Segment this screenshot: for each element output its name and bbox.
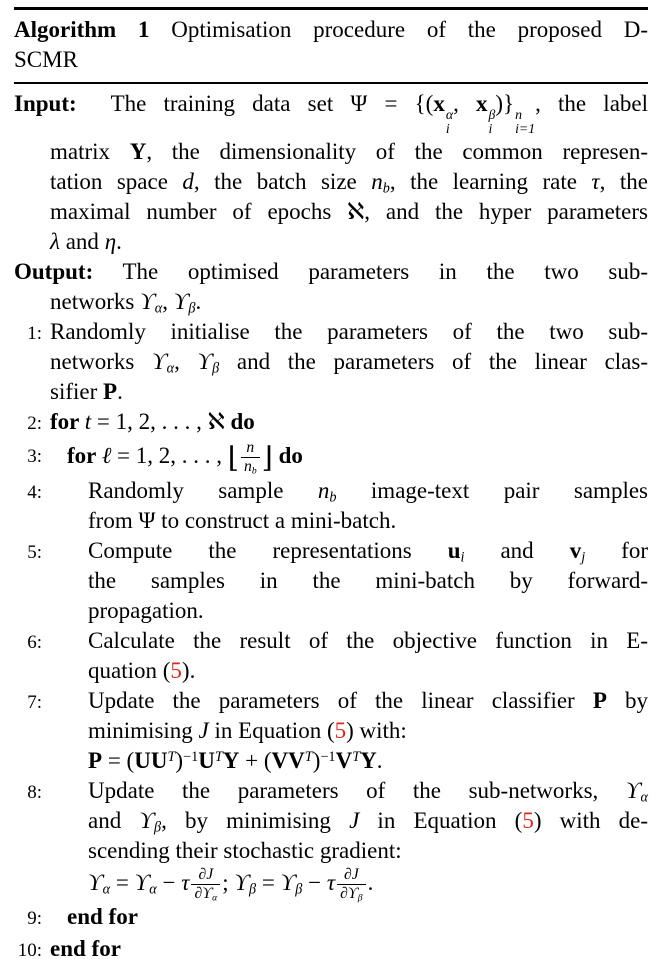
text-span: sifier bbox=[50, 378, 104, 404]
text-span: , bbox=[174, 348, 198, 374]
algo-step-1 bbox=[14, 317, 648, 407]
text-span: b bbox=[329, 489, 337, 506]
text-span: do bbox=[278, 442, 303, 468]
text-span: , bbox=[162, 288, 174, 314]
text-span: the samples in the mini-batch by forward- bbox=[88, 567, 648, 593]
text-span: V bbox=[335, 747, 353, 773]
text-span: β bbox=[212, 360, 220, 377]
text-span: β bbox=[154, 819, 162, 836]
text-span: ϒ bbox=[280, 869, 296, 895]
text-span: Output: bbox=[14, 258, 94, 284]
line-number: 1: bbox=[27, 322, 42, 344]
text-span: − bbox=[302, 869, 327, 895]
text-span: β bbox=[295, 880, 303, 897]
equation-ref-5[interactable]: 5 bbox=[522, 807, 534, 833]
text-span: ϒ bbox=[88, 869, 103, 895]
fraction-denominator bbox=[337, 885, 366, 903]
output-block-line bbox=[14, 257, 648, 287]
text-span: ⌋ bbox=[261, 441, 273, 474]
text-span: image-text pair samples bbox=[336, 477, 648, 503]
text-span: β bbox=[357, 891, 363, 903]
step-text bbox=[67, 439, 648, 476]
text-span: ϒ bbox=[625, 777, 641, 803]
step-line bbox=[67, 902, 648, 932]
text-span: J bbox=[349, 807, 360, 833]
text-span: Update the parameters of the sub-networks, bbox=[88, 777, 626, 803]
text-span: , the batch size bbox=[193, 168, 372, 194]
text-span: = bbox=[110, 869, 135, 895]
text-span: α bbox=[154, 300, 163, 317]
step-line bbox=[50, 347, 648, 377]
superscript: β bbox=[488, 106, 496, 122]
text-span: P bbox=[88, 747, 103, 773]
text-span: β bbox=[188, 300, 196, 317]
text-span: , the dimensionality of the common represen- bbox=[146, 138, 649, 164]
top-rule bbox=[14, 7, 648, 10]
line-number: 3: bbox=[27, 446, 42, 468]
text-span: α bbox=[640, 789, 648, 806]
input-block-line bbox=[50, 227, 648, 257]
text-span: for bbox=[585, 537, 648, 563]
text-span: scending their stochastic gradient: bbox=[88, 837, 402, 863]
text-span: Randomly initialise the parameters of the two sub- bbox=[50, 318, 648, 344]
text-span: ϒ bbox=[234, 869, 250, 895]
step-line bbox=[50, 377, 648, 407]
text-span: Y bbox=[222, 747, 240, 773]
text-span: J bbox=[198, 717, 209, 743]
text-span: b bbox=[251, 464, 257, 476]
line-number: 9: bbox=[27, 908, 42, 930]
text-span: τ bbox=[326, 869, 336, 895]
text-span: ϒ bbox=[139, 807, 154, 833]
text-span: v bbox=[569, 537, 582, 563]
step-line bbox=[67, 439, 648, 476]
text-span: Calculate the result of the objective function in E- bbox=[88, 627, 648, 653]
text-span: ϒ bbox=[140, 288, 155, 314]
line-number: 6: bbox=[27, 631, 42, 653]
step-line bbox=[88, 836, 648, 866]
step-line bbox=[50, 934, 648, 959]
text-span: by bbox=[606, 687, 649, 713]
fraction-denominator bbox=[241, 458, 260, 476]
step-text bbox=[88, 686, 648, 776]
text-span: P bbox=[592, 687, 607, 713]
text-span: ∂ bbox=[194, 884, 203, 902]
text-span: . bbox=[376, 747, 383, 773]
fraction-numerator bbox=[337, 866, 366, 885]
text-span: J bbox=[351, 865, 359, 883]
step-text bbox=[50, 407, 648, 437]
text-span: ϒ bbox=[173, 288, 189, 314]
algorithm-body bbox=[14, 89, 648, 959]
text-span: τ bbox=[591, 168, 600, 194]
line-number: 5: bbox=[27, 541, 42, 563]
text-span: from Ψ to construct a mini-batch. bbox=[88, 507, 397, 533]
step-line bbox=[88, 596, 648, 626]
text-span: , bbox=[453, 91, 476, 116]
output-block bbox=[14, 257, 648, 317]
text-span: . bbox=[116, 228, 122, 254]
superscript-subscript-stack bbox=[445, 108, 453, 137]
text-span: −1 bbox=[320, 748, 336, 765]
step-line bbox=[88, 776, 648, 806]
text-span: η bbox=[104, 228, 117, 254]
text-span: The training data set Ψ = {( bbox=[76, 91, 434, 116]
text-span: d bbox=[182, 168, 194, 194]
text-span: u bbox=[447, 537, 461, 563]
text-span: P bbox=[103, 378, 118, 404]
text-span: and bbox=[464, 537, 570, 563]
text-span: ⌊ bbox=[227, 441, 239, 474]
step-line bbox=[88, 476, 648, 506]
algo-step-5 bbox=[14, 536, 648, 626]
text-span: β bbox=[249, 880, 257, 897]
step-line bbox=[88, 536, 648, 566]
text-span: ) with: bbox=[346, 717, 407, 743]
text-span: , the label bbox=[535, 91, 648, 116]
text-span: = 1, 2, . . . , ℵ bbox=[91, 408, 231, 434]
text-span: SCMR bbox=[14, 47, 78, 72]
text-span: in Equation ( bbox=[359, 807, 523, 833]
text-span: ). bbox=[181, 657, 196, 683]
step-text bbox=[50, 934, 648, 959]
step-line bbox=[88, 656, 648, 686]
text-span: The optimised parameters in the two sub- bbox=[93, 258, 648, 284]
text-span: for bbox=[67, 442, 102, 468]
text-span: ϒ bbox=[197, 348, 213, 374]
step-line bbox=[50, 407, 648, 437]
text-span: Update the parameters of the linear classifier bbox=[88, 687, 593, 713]
text-span: and bbox=[59, 228, 105, 254]
text-span: , the learning rate bbox=[389, 168, 592, 194]
text-span: T bbox=[167, 748, 176, 765]
step-text bbox=[67, 902, 648, 932]
text-span: , by minimising bbox=[161, 807, 350, 833]
text-span: ϒ bbox=[134, 869, 150, 895]
line-number: 10: bbox=[17, 940, 42, 959]
text-span: j bbox=[581, 549, 586, 566]
text-span: x bbox=[476, 91, 488, 116]
text-span: ϒ bbox=[202, 884, 213, 902]
text-span: τ bbox=[181, 869, 190, 895]
text-span: b bbox=[382, 180, 390, 197]
text-span: + ( bbox=[239, 747, 272, 773]
text-span: n bbox=[246, 438, 255, 456]
algo-step-7 bbox=[14, 686, 648, 776]
superscript: α bbox=[445, 106, 454, 122]
subscript: i bbox=[488, 121, 493, 137]
text-span: x bbox=[433, 91, 445, 116]
text-span: Compute the representations bbox=[88, 537, 448, 563]
text-span: Algorithm 1 bbox=[14, 17, 150, 42]
algo-step-8 bbox=[14, 776, 648, 903]
text-span: T bbox=[214, 748, 223, 765]
text-span: U bbox=[198, 747, 215, 773]
text-span: ; bbox=[222, 869, 235, 895]
text-span: Y bbox=[129, 138, 147, 164]
text-span: quation ( bbox=[88, 657, 171, 683]
text-span: i bbox=[460, 549, 465, 566]
fraction-numerator bbox=[191, 866, 220, 885]
input-block-line bbox=[14, 89, 648, 137]
step-text bbox=[88, 536, 648, 626]
step-text bbox=[88, 776, 648, 903]
text-span: UU bbox=[134, 747, 168, 773]
text-span: − bbox=[156, 869, 182, 895]
text-span: = 1, 2, . . . , bbox=[111, 442, 228, 468]
text-span: end for bbox=[50, 936, 121, 959]
text-span: in Equation ( bbox=[208, 717, 335, 743]
text-span: λ bbox=[50, 228, 60, 254]
line-number: 7: bbox=[27, 691, 42, 713]
subscript: i=1 bbox=[515, 121, 536, 137]
text-span: α bbox=[102, 880, 111, 897]
caption-line bbox=[14, 45, 648, 75]
algo-step-4 bbox=[14, 476, 648, 536]
text-span: and the parameters of the linear clas- bbox=[219, 348, 648, 374]
input-block bbox=[14, 89, 648, 257]
caption-rule bbox=[14, 82, 648, 84]
text-span: α bbox=[149, 880, 157, 897]
step-line bbox=[88, 866, 648, 903]
input-block-line bbox=[50, 137, 648, 167]
text-span: for bbox=[50, 408, 85, 434]
text-span: propagation. bbox=[88, 597, 204, 623]
text-span: and bbox=[88, 807, 140, 833]
step-line bbox=[88, 566, 648, 596]
text-span: α bbox=[212, 891, 218, 903]
output-block-line bbox=[50, 287, 648, 317]
algorithm-caption bbox=[14, 15, 648, 75]
superscript-subscript-stack bbox=[514, 108, 535, 137]
text-span: ∂ bbox=[344, 865, 352, 883]
text-span: ) bbox=[312, 747, 321, 773]
text-span: n bbox=[371, 168, 383, 194]
text-span: t bbox=[84, 408, 92, 434]
step-text bbox=[88, 476, 648, 536]
text-span: n bbox=[317, 477, 330, 503]
text-span: n bbox=[244, 457, 252, 475]
text-span: . bbox=[367, 869, 374, 895]
input-block-line bbox=[50, 167, 648, 197]
text-span: minimising bbox=[88, 717, 199, 743]
step-text bbox=[88, 626, 648, 686]
text-span: T bbox=[304, 748, 313, 765]
text-span: end for bbox=[67, 904, 138, 930]
text-span: ) bbox=[175, 747, 184, 773]
equation-ref-5[interactable]: 5 bbox=[170, 657, 182, 683]
text-span: Optimisation procedure of the proposed D- bbox=[149, 17, 648, 42]
text-span: ℓ bbox=[101, 442, 112, 468]
step-line bbox=[88, 716, 648, 746]
fraction bbox=[335, 866, 368, 903]
superscript: n bbox=[515, 106, 522, 122]
text-span: networks bbox=[50, 288, 141, 314]
text-span: VV bbox=[271, 747, 305, 773]
text-span: J bbox=[206, 865, 214, 883]
algo-step-3 bbox=[14, 439, 648, 476]
text-span: = ( bbox=[102, 747, 135, 773]
algo-step-6 bbox=[14, 626, 648, 686]
fraction-numerator bbox=[241, 439, 260, 458]
fraction-denominator bbox=[191, 885, 220, 903]
equation-ref-5[interactable]: 5 bbox=[334, 717, 347, 743]
step-text bbox=[50, 317, 648, 407]
text-span: ∂ bbox=[198, 865, 207, 883]
step-line bbox=[50, 317, 648, 347]
algo-step-2 bbox=[14, 407, 648, 439]
text-span: −1 bbox=[183, 748, 199, 765]
text-span: tation space bbox=[50, 168, 183, 194]
text-span: T bbox=[352, 748, 361, 765]
line-number: 8: bbox=[27, 781, 42, 803]
text-span: maximal number of epochs ℵ, and the hyper parameters bbox=[50, 198, 648, 224]
text-span: . bbox=[117, 378, 123, 404]
text-span: networks bbox=[50, 348, 152, 374]
text-span: ϒ bbox=[151, 348, 167, 374]
text-span: matrix bbox=[50, 138, 130, 164]
line-number: 4: bbox=[27, 481, 42, 503]
caption-line bbox=[14, 15, 648, 45]
text-span: ϒ bbox=[347, 884, 358, 902]
step-line bbox=[88, 626, 648, 656]
text-span: = bbox=[256, 869, 281, 895]
input-block-line bbox=[50, 197, 648, 227]
text-span: )} bbox=[495, 91, 515, 116]
fraction bbox=[189, 866, 222, 903]
step-line bbox=[88, 746, 648, 776]
step-line bbox=[88, 806, 648, 836]
text-span: Randomly sample bbox=[88, 477, 318, 503]
text-span: Input: bbox=[14, 91, 77, 116]
fraction bbox=[239, 439, 262, 476]
line-number: 2: bbox=[27, 412, 42, 434]
text-span: ∂ bbox=[340, 884, 348, 902]
text-span: ) with de- bbox=[533, 807, 649, 833]
algo-step-9 bbox=[14, 902, 648, 934]
algo-step-10 bbox=[14, 934, 648, 959]
text-span: . bbox=[195, 288, 202, 314]
text-span: Y bbox=[360, 747, 377, 773]
text-span: α bbox=[166, 360, 175, 377]
text-span: do bbox=[230, 408, 255, 434]
text-span: , the bbox=[599, 168, 648, 194]
step-line bbox=[88, 506, 648, 536]
subscript: i bbox=[445, 121, 450, 137]
step-line bbox=[88, 686, 648, 716]
